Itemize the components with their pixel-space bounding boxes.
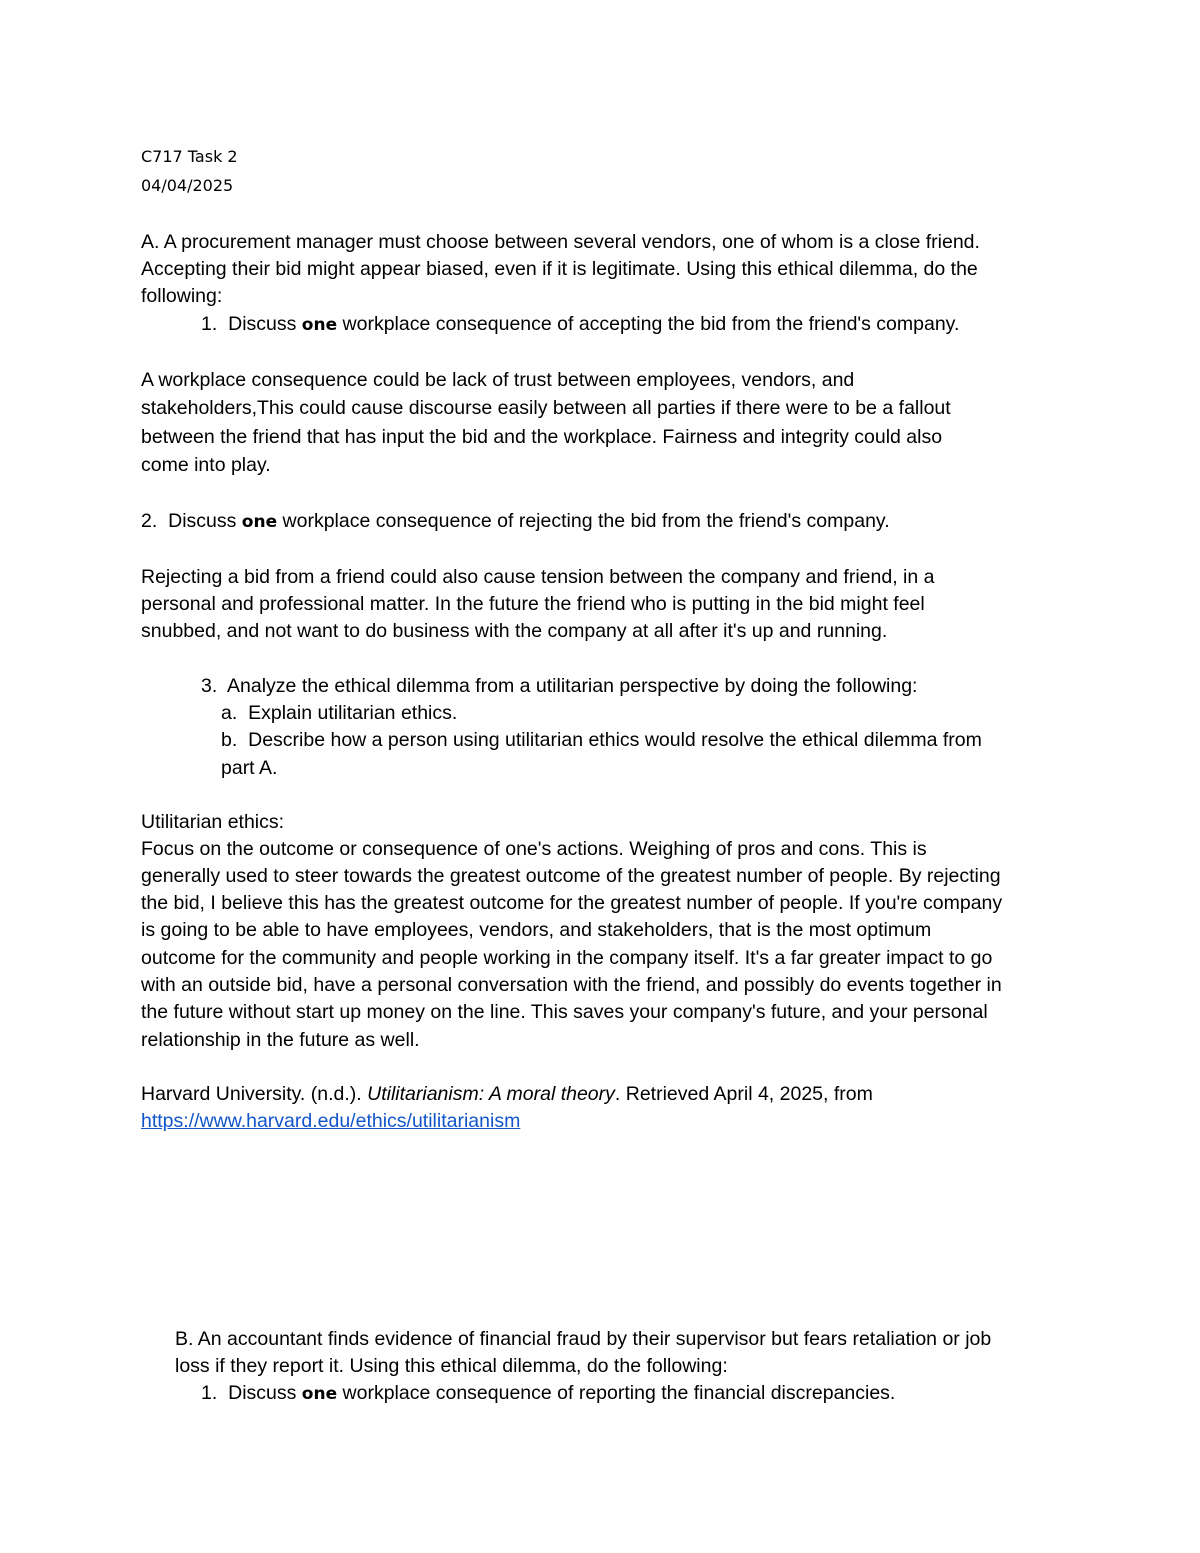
question-text-pre: Discuss — [168, 510, 242, 532]
sub-text: Describe how a person using utilitarian ethics would resolve the ethical dilemma from — [248, 729, 982, 751]
question-a3-sub-b — [221, 727, 982, 754]
question-number: 1. — [201, 1382, 218, 1404]
question-a2 — [141, 508, 890, 536]
question-number: 1. — [201, 313, 218, 335]
citation — [141, 1081, 873, 1108]
document-title: C717 Task 2 — [141, 147, 238, 166]
question-a3-sub-b-cont: part A. — [221, 757, 278, 779]
citation-title: Utilitarianism: A moral theory — [367, 1083, 615, 1105]
question-a3 — [201, 673, 917, 700]
citation-link-line — [141, 1108, 520, 1135]
answer-a3-line: the future without start up money on the line. This saves your company's future, and your personal — [141, 1001, 988, 1023]
answer-a2-line: Rejecting a bid from a friend could also cause tension between the company and friend, in a — [141, 566, 935, 588]
answer-a2-line: snubbed, and not want to do business with the company at all after it's up and running. — [141, 620, 888, 642]
question-a1 — [201, 311, 959, 339]
answer-a3-line: is going to be able to have employees, vendors, and stakeholders, that is the most optimum — [141, 919, 932, 941]
question-text-pre: Discuss — [228, 313, 302, 335]
section-a-prompt-line: Accepting their bid might appear biased, even if it is legitimate. Using this ethical dilemma, do the — [141, 258, 978, 280]
section-a-prompt-line: following: — [141, 285, 223, 307]
question-a3-sub-a — [221, 700, 457, 727]
answer-a1-line: stakeholders,This could cause discourse easily between all parties if there were to be a fallout — [141, 397, 951, 419]
citation-retrieved: . Retrieved April 4, 2025, from — [614, 1083, 873, 1105]
answer-a1-line: between the friend that has input the bid and the workplace. Fairness and integrity could also — [141, 426, 943, 448]
emphasis-one: one — [301, 315, 338, 335]
question-text-pre: Discuss — [228, 1382, 302, 1404]
answer-a2-line: personal and professional matter. In the future the friend who is putting in the bid might feel — [141, 593, 925, 615]
question-text-post: workplace consequence of accepting the bid from the friend's company. — [337, 313, 960, 335]
answer-a3-line: outcome for the community and people working in the company itself. It's a far greater impact to go — [141, 947, 993, 969]
section-b-prompt-line: B. An accountant finds evidence of financial fraud by their supervisor but fears retaliation or job — [175, 1328, 992, 1350]
sub-text: Explain utilitarian ethics. — [248, 702, 458, 724]
answer-a3-line: generally used to steer towards the greatest outcome of the greatest number of people. By rejecting — [141, 865, 1001, 887]
section-b-prompt-line: loss if they report it. Using this ethical dilemma, do the following: — [175, 1355, 728, 1377]
question-number: 2. — [141, 510, 158, 532]
sub-label: a. — [221, 702, 238, 724]
emphasis-one: one — [241, 512, 278, 532]
question-text-post: workplace consequence of rejecting the bid from the friend's company. — [277, 510, 890, 532]
section-a-prompt-line: A. A procurement manager must choose between several vendors, one of whom is a close friend. — [141, 231, 980, 253]
emphasis-one: one — [301, 1384, 338, 1404]
answer-a1-line: A workplace consequence could be lack of trust between employees, vendors, and — [141, 369, 855, 391]
answer-a3-line: the bid, I believe this has the greatest outcome for the greatest number of people. If you're company — [141, 892, 1003, 914]
question-b1 — [201, 1380, 895, 1408]
answer-a3-line: relationship in the future as well. — [141, 1029, 420, 1051]
question-text-post: workplace consequence of reporting the financial discrepancies. — [337, 1382, 896, 1404]
sub-label: b. — [221, 729, 238, 751]
document-date: 04/04/2025 — [141, 176, 234, 195]
citation-author: Harvard University. (n.d.). — [141, 1083, 368, 1105]
answer-a3-line: Focus on the outcome or consequence of one's actions. Weighing of pros and cons. This is — [141, 838, 927, 860]
answer-a1-line: come into play. — [141, 454, 271, 476]
question-number: 3. — [201, 675, 218, 697]
citation-url-link[interactable]: https://www.harvard.edu/ethics/utilitarianism — [141, 1110, 521, 1132]
answer-a3-heading: Utilitarian ethics: — [141, 811, 285, 833]
question-text: Analyze the ethical dilemma from a utilitarian perspective by doing the following: — [227, 675, 918, 697]
answer-a3-line: with an outside bid, have a personal conversation with the friend, and possibly do events together in — [141, 974, 1002, 996]
